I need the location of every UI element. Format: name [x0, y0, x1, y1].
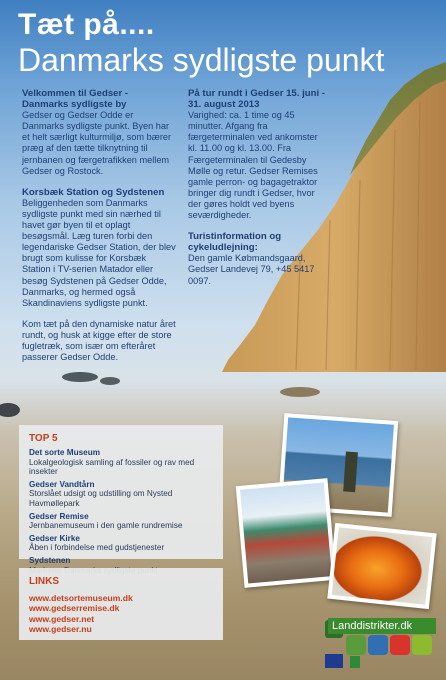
top5-item	[29, 534, 223, 553]
fisherman-figure	[343, 452, 358, 493]
link-gedser-nu[interactable]: www.gedser.nu	[29, 624, 92, 635]
gear-icon	[368, 635, 388, 655]
tour-heading: På tur rundt i Gedser 15. juni - 31. august 2013	[188, 88, 326, 111]
top5-item-desc: Åben i forbindelse med gudstjenester	[29, 543, 165, 553]
title-line-1: Tæt på....	[18, 8, 155, 41]
flower-icon	[412, 635, 432, 655]
left-column	[22, 88, 177, 373]
nature-text: Kom tæt på den dynamiske natur året rundt, og husk at kigge efter de store fugletræk, som især om efteråret passerer Gedser Odde.	[22, 318, 176, 363]
links-box	[19, 568, 223, 640]
link-gedser-net[interactable]: www.gedser.net	[29, 613, 95, 624]
links-heading: LINKS	[29, 576, 59, 587]
korsbaek-text: Beliggenheden som Danmarks sydligste punkt med sin nærhed til havet gør byen til et oplagt besøgsmål. Læg turen forbi den legendariske Gedser Station, der blev brugt som kulisse for Korsbæk Station i TV-serien Matador eller besøg Sydstenen på Gedser Odde, Danmarks, og hermed også Skandinaviens sydligste punkt.	[22, 197, 176, 308]
top5-item-name: Gedser Kirke	[29, 533, 80, 543]
welcome-heading: Velkommen til Gedser - Danmarks sydligste by	[22, 88, 129, 111]
top5-item-name: Det sorte Museum	[29, 448, 100, 457]
partner-icons	[346, 635, 434, 657]
korsbaek-heading: Korsbæk Station og Sydstenen	[22, 186, 165, 198]
wheat-icon	[346, 635, 366, 655]
leaf-icon	[350, 656, 360, 668]
welcome-text: Gedser og Gedser Odde er Danmarks sydligste punkt. Byen har et helt særligt kulturmiljø, som bærer præg af den tætte tilknytning til jernbanen og færgetrafikken mellem Gedser og Rostock.	[22, 110, 172, 176]
top5-item-name: Gedser Vandtårn	[29, 479, 95, 489]
at-icon	[390, 635, 410, 655]
title-line-2: Danmarks sydligste punkt	[18, 42, 385, 78]
photo-amber	[327, 523, 436, 609]
tour-text: Varighed: ca. 1 time og 45 minutter. Afgang fra færgeterminalen ved ankomster kl. 11.00 og kl. 13.00. Fra Færgeterminalen til Gedesby Mølle og retur. Gedser Remises gamle perron- og bagagetraktor bringer dig rundt i Gedser, hvor der gøres holdt ved byens seværdigheder.	[188, 110, 318, 221]
top5-item	[29, 448, 223, 477]
top5-item	[29, 512, 223, 531]
top5-item-name: Sydstenen	[29, 555, 71, 565]
top5-item-desc: Storslået udsigt og udstilling om Nysted Havmøllepark	[29, 489, 173, 508]
landdistrikter-brand: Landdistrikter.dk	[328, 618, 436, 634]
eu-flag-icon	[325, 654, 343, 668]
top5-item	[29, 480, 223, 509]
top5-box	[19, 425, 223, 565]
top5-item-desc: Lokalgeologisk samling af fossiler og rav med insekter	[29, 457, 195, 477]
photo-railway-remise	[236, 478, 337, 588]
link-detsortemuseum[interactable]: www.detsortemuseum.dk	[29, 593, 133, 603]
right-column	[188, 88, 328, 297]
top5-item-name: Gedser Remise	[29, 511, 89, 521]
link-gedserremise[interactable]: www.gedserremise.dk	[29, 603, 120, 614]
info-text: Den gamle Købmandsgaard, Gedser Landevej 79, +45 5417 0097.	[188, 253, 315, 286]
top5-item-desc: Jernbanemuseum i den gamle rundremise	[29, 521, 183, 531]
top5-heading: TOP 5	[29, 433, 58, 444]
info-heading: Turistinformation og cykeludlejning:	[188, 231, 282, 254]
